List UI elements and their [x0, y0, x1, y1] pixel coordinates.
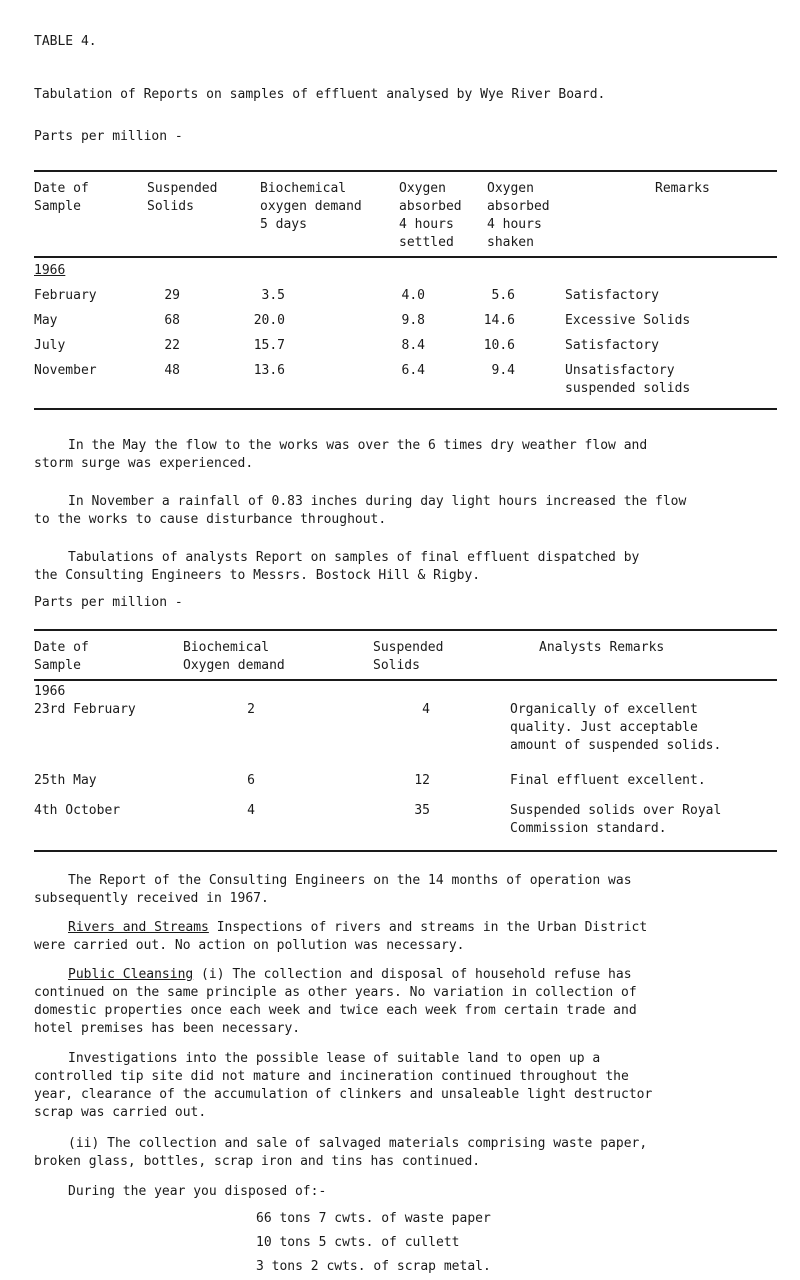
table1-header-rule [34, 256, 777, 258]
t1-ss: 29 [164, 288, 180, 303]
para-november: In November a rainfall of 0.83 inches during day light hours increased the flow to the works to cause disturbance throughout. [34, 494, 687, 527]
table1-header-remarks: Remarks [655, 181, 710, 196]
disposed-intro: During the year you disposed of:- [68, 1184, 327, 1199]
table2-header-bod: Biochemical Oxygen demand [183, 640, 285, 673]
t2-bod: 4 [247, 803, 255, 818]
t1-settled: 9.8 [401, 313, 425, 328]
intro-line: Tabulation of Reports on samples of effluent analysed by Wye River Board. [34, 87, 606, 102]
para-may: In the May the flow to the works was over the 6 times dry weather flow and storm surge was experienced. [34, 438, 648, 471]
t1-settled: 6.4 [401, 363, 425, 378]
list-item: 10 tons 5 cwts. of cullett [256, 1235, 460, 1250]
table1-header-shaken: Oxygen absorbed 4 hours shaken [487, 181, 550, 250]
table2-header-ss: Suspended Solids [373, 640, 444, 673]
t1-date: November [34, 363, 97, 378]
list-item: 66 tons 7 cwts. of waste paper [256, 1211, 491, 1226]
t1-settled: 4.0 [401, 288, 425, 303]
t2-date: 4th October [34, 803, 121, 818]
t1-remarks: Unsatisfactory suspended solids [565, 363, 691, 396]
t2-remarks: Suspended solids over Royal Commission standard. [510, 803, 722, 836]
disposed-list [256, 1207, 491, 1279]
t2-remarks: Organically of excellent quality. Just acceptable amount of suspended solids. [510, 702, 722, 753]
table1-header-date: Date of Sample [34, 181, 89, 214]
table1-bottom-rule [34, 408, 777, 410]
table1-header-settled: Oxygen absorbed 4 hours settled [399, 181, 462, 250]
table1-top-rule [34, 170, 777, 172]
t1-date: May [34, 313, 58, 328]
t1-date: July [34, 338, 66, 353]
para-report: The Report of the Consulting Engineers on the 14 months of operation was subsequently received in 1967. [34, 873, 632, 906]
para-tip: Investigations into the possible lease of suitable land to open up a controlled tip site did not mature and incineration continued throughout the year, clearance of the accumulation of clinkers and unsaleable light destructor scrap was carried out. [34, 1051, 653, 1120]
table2-header-rule [34, 679, 777, 681]
t1-ss: 68 [164, 313, 180, 328]
table1-header-bod: Biochemical oxygen demand 5 days [260, 181, 362, 232]
t1-bod: 3.5 [261, 288, 285, 303]
t1-bod: 20.0 [253, 313, 285, 328]
table2-header-remarks: Analysts Remarks [539, 640, 665, 655]
para-salvage: (ii) The collection and sale of salvaged materials comprising waste paper, broken glass, bottles, scrap iron and tins has continued. [34, 1136, 648, 1169]
t2-date: 25th May [34, 773, 97, 788]
t1-settled: 8.4 [401, 338, 425, 353]
list-item: 3 tons 2 cwts. of scrap metal. [256, 1259, 491, 1274]
units-label-1: Parts per million - [34, 129, 183, 144]
t1-remarks: Satisfactory [565, 338, 659, 353]
t1-bod: 15.7 [253, 338, 285, 353]
t2-bod: 2 [247, 702, 255, 717]
t1-shaken: 9.4 [491, 363, 515, 378]
para-rivers: Rivers and Streams Inspections of rivers and streams in the Urban District were carried out. No action on pollution was necessary. [34, 920, 648, 953]
para-cleansing: Public Cleansing (i) The collection and disposal of household refuse has continued on the same principle as other years. No variation in collection of domestic properties once each week and twice each week from certain trade and hotel premises has been necessary. [34, 967, 637, 1036]
table2-top-rule [34, 629, 777, 631]
t2-remarks: Final effluent excellent. [510, 773, 706, 788]
units-label-2: Parts per million - [34, 595, 183, 610]
t2-date: 23rd February [34, 702, 136, 717]
table2-year: 1966 [34, 684, 66, 699]
t1-shaken: 10.6 [483, 338, 515, 353]
table2-bottom-rule [34, 850, 777, 852]
t1-remarks: Excessive Solids [565, 313, 691, 328]
t2-bod: 6 [247, 773, 255, 788]
t1-bod: 13.6 [253, 363, 285, 378]
table2-header-date: Date of Sample [34, 640, 89, 673]
rivers-heading: Rivers and Streams [68, 920, 209, 935]
para-tabulations: Tabulations of analysts Report on samples of final effluent dispatched by the Consulting Engineers to Messrs. Bostock Hill & Rigby. [34, 550, 640, 583]
t1-ss: 22 [164, 338, 180, 353]
t1-date: February [34, 288, 97, 303]
t2-ss: 12 [414, 773, 430, 788]
table1-header-ss: Suspended Solids [147, 181, 218, 214]
t1-remarks: Satisfactory [565, 288, 659, 303]
t2-ss: 35 [414, 803, 430, 818]
t1-ss: 48 [164, 363, 180, 378]
t2-ss: 4 [422, 702, 430, 717]
t1-shaken: 14.6 [483, 313, 515, 328]
t1-shaken: 5.6 [491, 288, 515, 303]
table-label: TABLE 4. [34, 34, 97, 49]
table1-year: 1966 [34, 263, 66, 278]
cleansing-heading: Public Cleansing [68, 967, 194, 982]
